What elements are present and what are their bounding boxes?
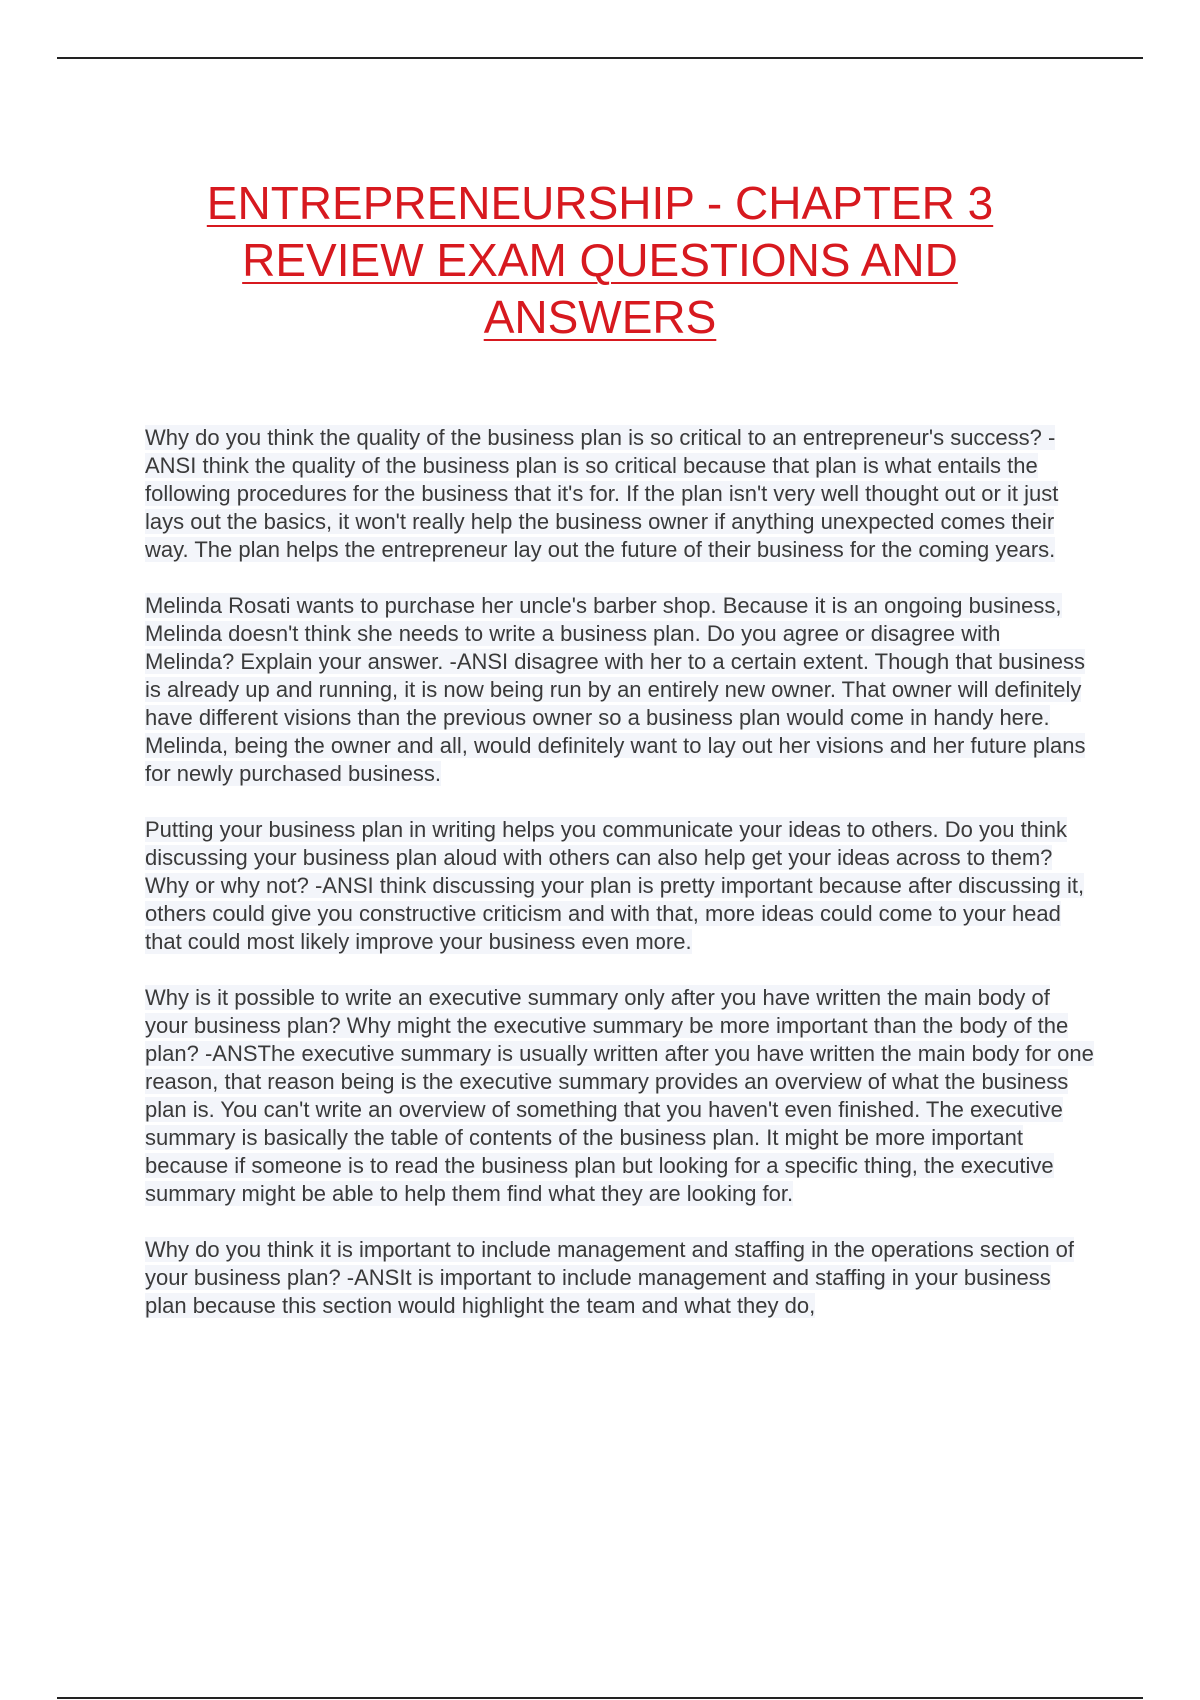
qa-paragraph-1 bbox=[145, 424, 1095, 564]
page-title-text: ENTREPRENEURSHIP - CHAPTER 3 REVIEW EXAM QUESTIONS AND ANSWERS bbox=[206, 177, 994, 343]
qa-paragraph-4 bbox=[145, 984, 1095, 1208]
qa-paragraph-2 bbox=[145, 592, 1095, 788]
qa-text: Melinda Rosati wants to purchase her uncle's barber shop. Because it is an ongoing business, Melinda doesn't think she needs to write a business plan. Do you agree or disagree with Melinda? Explain your answer. -ANSI disagree with her to a certain extent. Though that business is already up and running, it is now being run by an entirely new owner. That owner will definitely have different visions than the previous owner so a business plan would come in handy here. Melinda, being the owner and all, would definitely want to lay out her visions and her future plans for newly purchased business. bbox=[145, 593, 1086, 786]
top-rule bbox=[57, 57, 1143, 59]
qa-paragraph-5 bbox=[145, 1236, 1095, 1320]
qa-paragraph-3 bbox=[145, 816, 1095, 956]
qa-text: Why do you think it is important to include management and staffing in the operations section of your business plan? -ANSIt is important to include management and staffing in your business plan because this section would highlight the team and what they do, bbox=[145, 1237, 1075, 1318]
bottom-rule bbox=[57, 1697, 1143, 1699]
qa-text: Putting your business plan in writing helps you communicate your ideas to others. Do you think discussing your business plan aloud with others can also help get your ideas across to them? Why or why not? -ANSI think discussing your plan is pretty important because after discussing it, others could give you constructive criticism and with that, more ideas could come to your head that could most likely improve your business even more. bbox=[145, 817, 1085, 954]
qa-text: Why is it possible to write an executive summary only after you have written the main body of your business plan? Why might the executive summary be more important than the body of the plan? -ANSThe executive summary is usually written after you have written the main body for one reason, that reason being is the executive summary provides an overview of what the business plan is. You can't write an overview of something that you haven't even finished. The executive summary is basically the table of contents of the business plan. It might be more important because if someone is to read the business plan but looking for a specific thing, the executive summary might be able to help them find what they are looking for. bbox=[145, 985, 1094, 1206]
qa-list bbox=[145, 424, 1095, 1348]
qa-text: Why do you think the quality of the business plan is so critical to an entrepreneur's success? -ANSI think the quality of the business plan is so critical because that plan is what entails the following procedures for the business that it's for. If the plan isn't very well thought out or it just lays out the basics, it won't really help the business owner if anything unexpected comes their way. The plan helps the entrepreneur lay out the future of their business for the coming years. bbox=[145, 425, 1059, 562]
page-title bbox=[150, 175, 1050, 346]
